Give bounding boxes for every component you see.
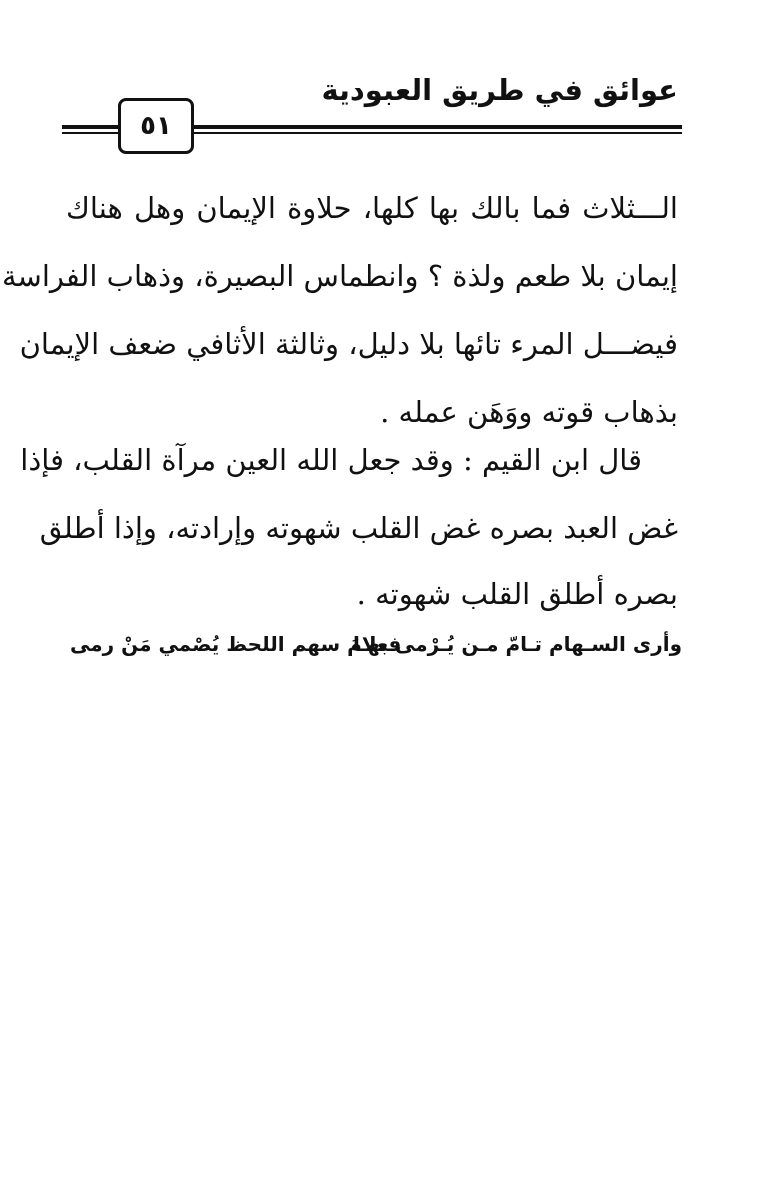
poetry-verse xyxy=(70,622,682,666)
verse-second-hemistich: فعلامَ سهم اللحظ يُصْمي مَنْ رمى xyxy=(70,632,402,656)
verse-first-hemistich: وأرى السـهام تـامّ مـن يُـرْمى بهـا xyxy=(352,632,682,656)
page-number: ٥١ xyxy=(140,111,172,141)
body-line-4: بذهاب قوته ووَهَن عمله . xyxy=(380,395,678,429)
body-line-1: الـــثلاث فما بالك بها كلها، حلاوة الإيمان وهل هناك xyxy=(66,191,678,225)
body-line-5: قال ابن القيم : وقد جعل الله العين مرآة القلب، فإذا xyxy=(20,443,642,477)
page-number-box xyxy=(118,98,194,154)
body-line-6: غض العبد بصره غض القلب شهوته وإرادته، وإذا أطلق xyxy=(39,511,678,545)
body-line-7: بصره أطلق القلب شهوته . xyxy=(356,577,678,611)
body-line-2: إيمان بلا طعم ولذة ؟ وانطماس البصيرة، وذهاب الفراسة xyxy=(1,259,678,293)
body-line-3: فيضـــل المرء تائها بلا دليل، وثالثة الأثافي ضعف الإيمان xyxy=(19,327,678,361)
running-title: عوائق في طريق العبودية xyxy=(321,73,678,107)
